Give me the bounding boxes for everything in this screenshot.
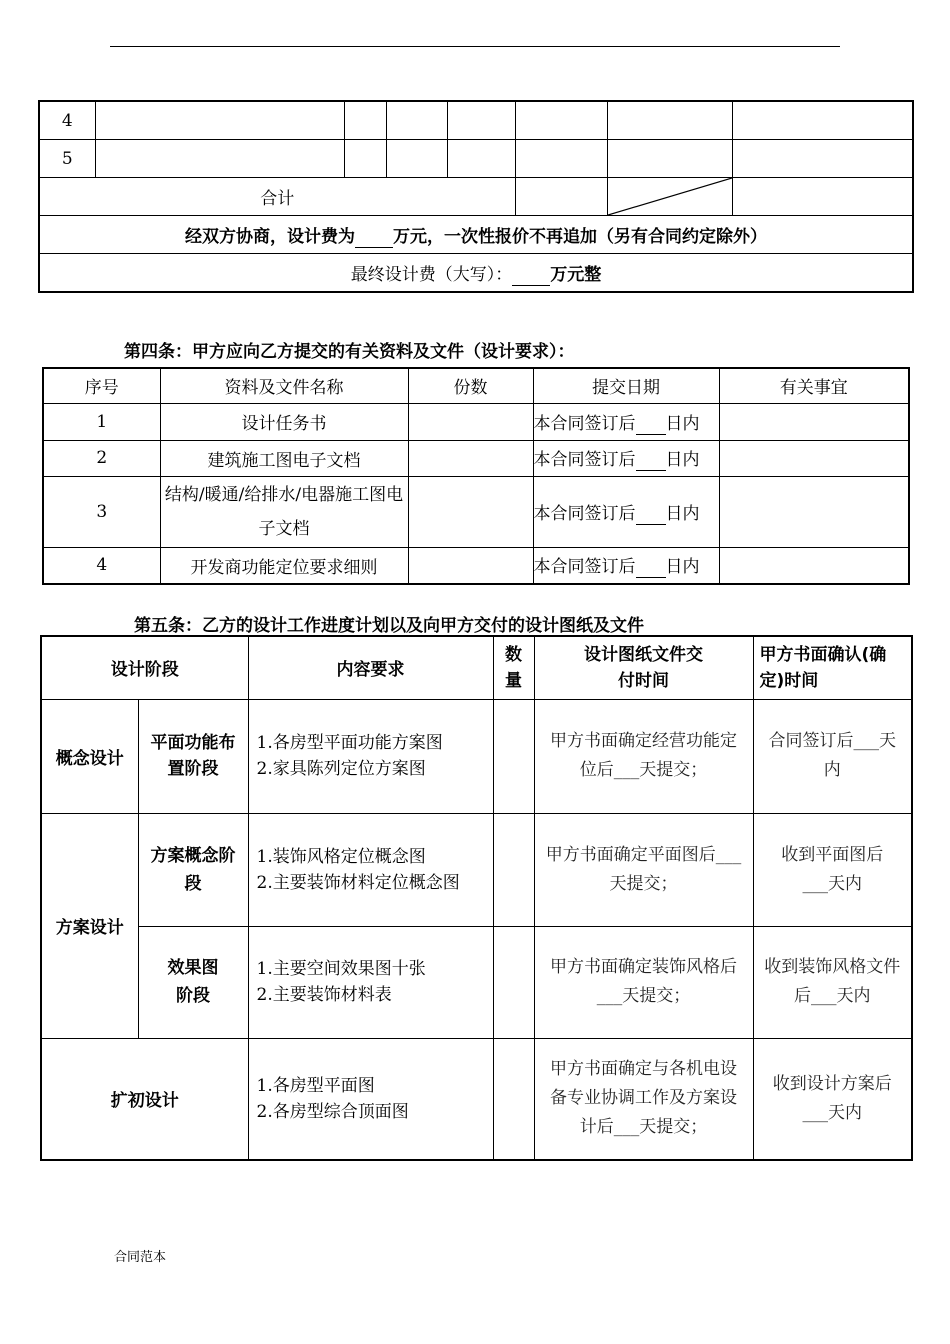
row-number: 4 <box>39 101 95 140</box>
total-row <box>39 178 913 216</box>
sub-stage-label: 效果图阶段 <box>138 926 248 1038</box>
table-row: 1 设计任务书 本合同签订后 日内 <box>43 403 909 440</box>
final-fee-label: 最终设计费（大写）： <box>350 264 513 285</box>
table-row: 扩初设计 1.各房型平面图 2.各房型综合顶面图 甲方书面确定与各机电设备专业协调工作及方案设计后___天提交； 收到设计方案后___天内 <box>41 1038 912 1160</box>
table-header <box>41 636 912 699</box>
table-row: 3 结构/暖通/给排水/电器施工图电子文档 本合同签订后 日内 <box>43 476 909 547</box>
sub-stage-label: 方案概念阶段 <box>138 813 248 926</box>
col-header: 数量 <box>493 636 534 699</box>
footer-text: 合同范本 <box>114 1250 167 1265</box>
col-header: 内容要求 <box>248 636 493 699</box>
total-label: 合计 <box>39 178 515 216</box>
col-header: 序号 <box>43 368 160 403</box>
fee-table <box>38 100 914 293</box>
documents-table <box>42 367 910 585</box>
final-fee-unit: 万元整 <box>550 264 602 285</box>
final-fee-row <box>39 254 913 293</box>
col-header: 资料及文件名称 <box>160 368 408 403</box>
table-row: 概念设计 平面功能布置阶段 1.各房型平面功能方案图 2.家具陈列定位方案图 甲方书面确定经营功能定位后___天提交； 合同签订后___天内 <box>41 699 912 813</box>
table-header <box>43 368 909 403</box>
negotiation-text-end: 万元，一次性报价不再追加（另有合同约定除外） <box>393 226 767 247</box>
col-header: 甲方书面确认(确定)时间 <box>753 636 912 699</box>
col-header: 设计阶段 <box>41 636 248 699</box>
schedule-table <box>40 635 913 1161</box>
col-header: 有关事宜 <box>719 368 909 403</box>
header-rule <box>110 46 840 47</box>
table-row <box>39 140 913 178</box>
stage-label: 扩初设计 <box>41 1038 248 1160</box>
sub-stage-label: 平面功能布置阶段 <box>138 699 248 813</box>
row-number: 5 <box>39 140 95 178</box>
table-row: 2 建筑施工图电子文档 本合同签订后 日内 <box>43 440 909 476</box>
table-row: 4 开发商功能定位要求细则 本合同签订后 日内 <box>43 547 909 584</box>
diagonal-cell <box>607 178 732 216</box>
table-row: 方案设计 方案概念阶段 1.装饰风格定位概念图 2.主要装饰材料定位概念图 甲方书面确定平面图后___天提交； 收到平面图后___天内 <box>41 813 912 926</box>
table-row <box>39 101 913 140</box>
section5-title: 第五条：乙方的设计工作进度计划以及向甲方交付的设计图纸及文件 <box>134 616 644 636</box>
stage-label: 概念设计 <box>41 699 138 813</box>
table-row: 效果图阶段 1.主要空间效果图十张 2.主要装饰材料表 甲方书面确定装饰风格后___天提交； 收到装饰风格文件后___天内 <box>41 926 912 1038</box>
section4-title: 第四条：甲方应向乙方提交的有关资料及文件（设计要求）： <box>124 342 575 362</box>
negotiation-row <box>39 216 913 254</box>
col-header: 份数 <box>408 368 533 403</box>
negotiation-text: 经双方协商，设计费为 <box>185 226 355 247</box>
col-header: 设计图纸文件交付时间 <box>534 636 753 699</box>
col-header: 提交日期 <box>533 368 719 403</box>
stage-label: 方案设计 <box>41 813 138 1038</box>
